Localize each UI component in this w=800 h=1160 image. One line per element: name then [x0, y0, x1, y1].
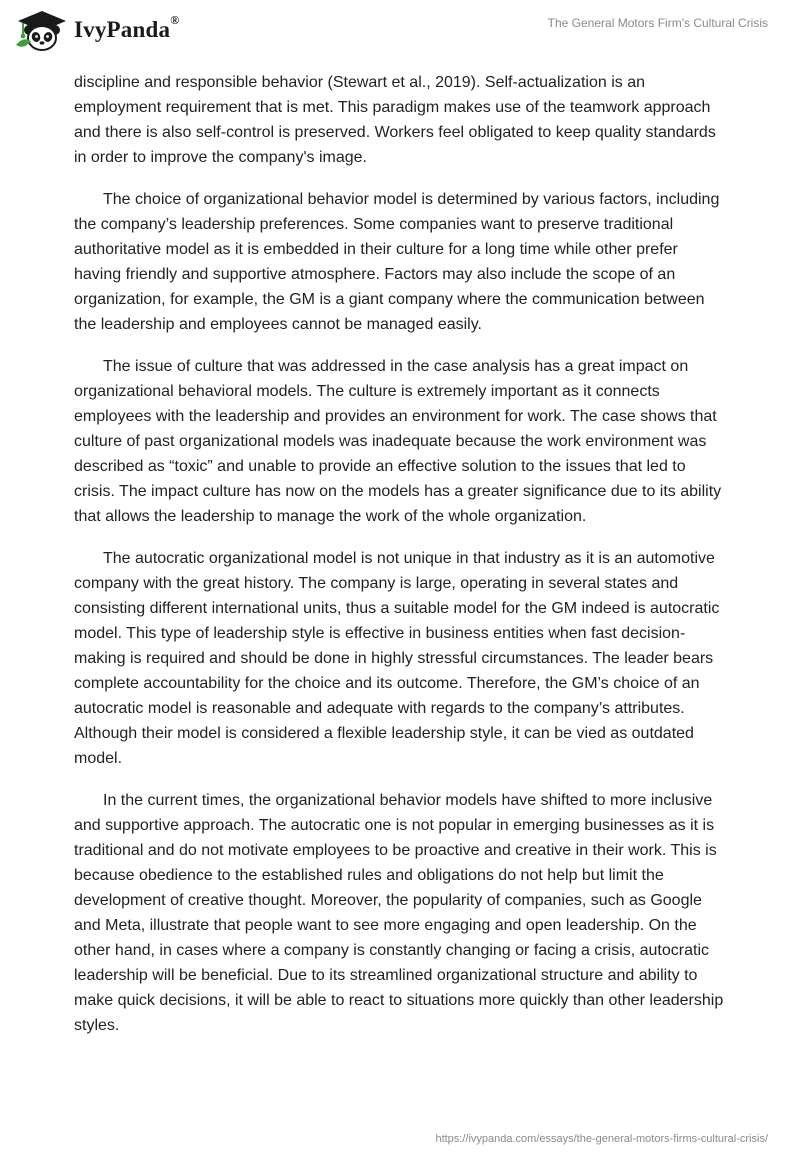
panda-logo-icon	[14, 8, 70, 52]
essay-body	[74, 70, 726, 1055]
paragraph-3: The issue of culture that was addressed in the case analysis has a great impact on organizational behavioral models. The culture is extremely important as it connects employees with the leadership and provides an environment for work. The case shows that culture of past organizational models was inadequate because the work environment was described as “toxic” and unable to provide an effective solution to the issues that led to crisis. The impact culture has now on the models has a greater significance due to its ability that allows the leadership to manage the work of the whole organization.	[74, 358, 722, 525]
document-title: The General Motors Firm's Cultural Crisis	[547, 16, 768, 30]
paragraph-4: The autocratic organizational model is not unique in that industry as it is an automotive company with the great history. The company is large, operating in several states and consisting different international units, thus a suitable model for the GM indeed is autocratic model. This type of leadership style is effective in business entities when fast decision-making is required and should be done in highly stressful circumstances. The leader bears complete accountability for the choice and its outcome. Therefore, the GM’s choice of an autocratic model is reasonable and adequate with regards to the company’s attributes. Although their model is considered a flexible leadership style, it can be vied as outdated model.	[74, 550, 720, 767]
brand-name: IvyPanda®	[74, 13, 180, 42]
logo[interactable]	[14, 8, 179, 52]
paragraph-1: discipline and responsible behavior (Stewart et al., 2019). Self-actualization is an employment requirement that is met. This paradigm makes use of the teamwork approach and there is also self-control is preserved. Workers feel obligated to keep quality standards in order to improve the company's image.	[74, 74, 716, 166]
footer-url[interactable]: https://ivypanda.com/essays/the-general-motors-firms-cultural-crisis/	[435, 1133, 768, 1145]
page-header	[0, 0, 800, 70]
paragraph-2: The choice of organizational behavior model is determined by various factors, including the company’s leadership preferences. Some companies want to preserve traditional authoritative model as it is embedded in their culture for a long time while other prefer having friendly and supportive atmosphere. Factors may also include the scope of an organization, for example, the GM is a giant company where the communication between the leadership and employees cannot be managed easily.	[74, 191, 720, 333]
paragraph-5: In the current times, the organizational behavior models have shifted to more inclusive and supportive approach. The autocratic one is not popular in emerging businesses as it is traditional and do not motivate employees to be proactive and creative in their work. This is because obedience to the established rules and obligations do not help but limit the development of creative thought. Moreover, the popularity of companies, such as Google and Meta, illustrate that people want to see more engaging and open leadership. On the other hand, in cases where a company is constantly changing or facing a crisis, autocratic leadership will be beneficial. Due to its streamlined organizational structure and ability to make quick decisions, it will be able to react to situations more quickly than other leadership styles.	[74, 792, 724, 1034]
